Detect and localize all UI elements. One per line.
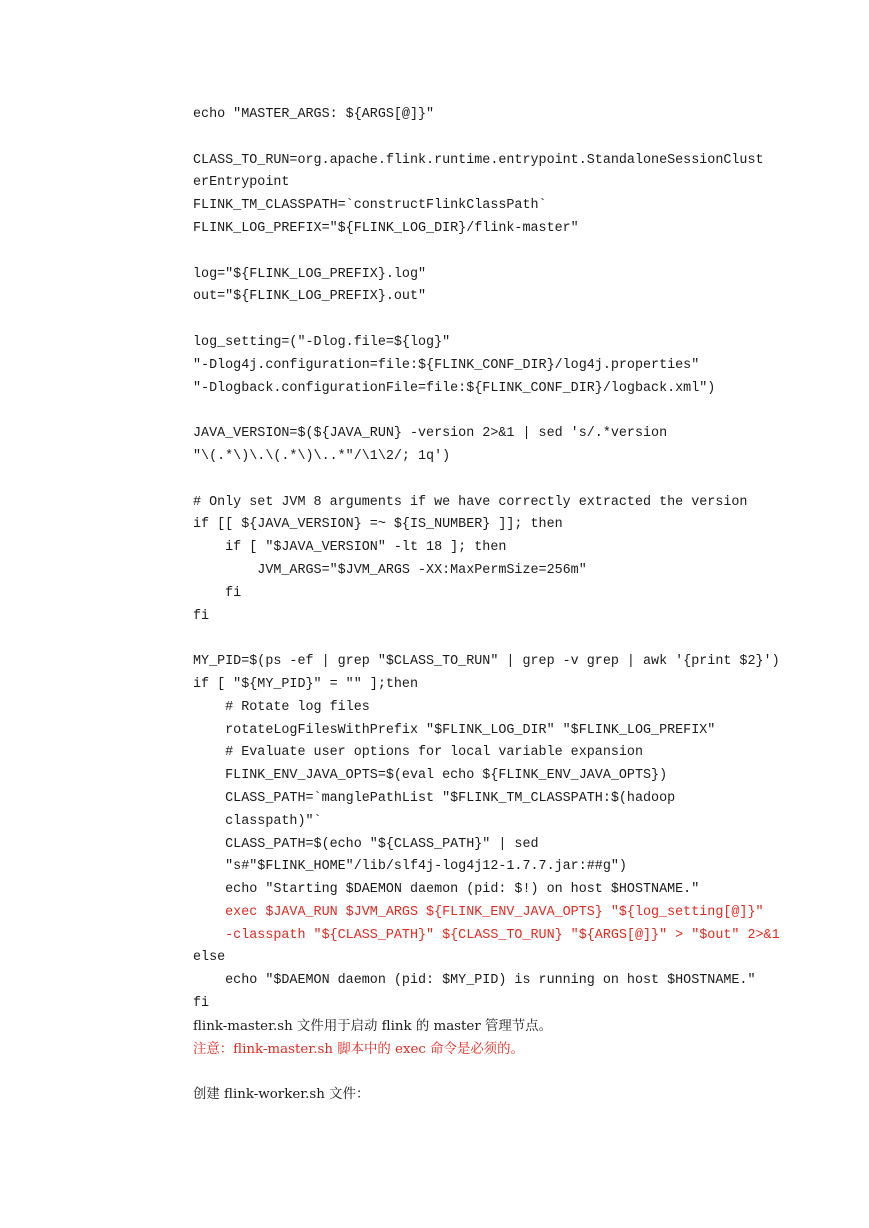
code-line: CLASS_PATH=$(echo "${CLASS_PATH}" | sed [193,836,539,852]
code-line: # Evaluate user options for local variable expansion [193,745,643,761]
code-line: out="${FLINK_LOG_PREFIX}.out" [193,289,427,305]
code-line: "\(.*\)\.\(.*\)\..*"/\1\2/; 1q') [193,448,451,464]
code-line: FLINK_ENV_JAVA_OPTS=$(eval echo ${FLINK_ENV_JAVA_OPTS}) [193,768,668,784]
code-line: "-Dlogback.configurationFile=file:${FLINK_CONF_DIR}/logback.xml") [193,380,716,396]
code-line: else [193,950,226,966]
code-line: if [[ ${JAVA_VERSION} =~ ${IS_NUMBER} ]]; then [193,517,563,533]
blank-line [193,309,753,332]
code-line-highlighted: exec $JAVA_RUN $JVM_ARGS ${FLINK_ENV_JAVA_OPTS} "${log_setting[@]}" [193,904,764,920]
code-line: echo "$DAEMON daemon (pid: $MY_PID) is running on host $HOSTNAME." [193,973,756,989]
blank-line [193,127,753,150]
code-line: FLINK_LOG_PREFIX="${FLINK_LOG_DIR}/flink-master" [193,220,579,236]
code-line-highlighted: -classpath "${CLASS_PATH}" ${CLASS_TO_RUN} "${ARGS[@]}" > "$out" 2>&1 [193,927,780,943]
paragraph-line: 创建 flink-worker.sh 文件： [193,1087,370,1103]
code-line: "s#"$FLINK_HOME"/lib/slf4j-log4j12-1.7.7.jar:##g") [193,859,627,875]
code-line: JVM_ARGS="$JVM_ARGS -XX:MaxPermSize=256m" [193,562,587,578]
code-line: MY_PID=$(ps -ef | grep "$CLASS_TO_RUN" | grep -v grep | awk '{print $2}') [193,654,780,670]
code-line: log_setting=("-Dlog.file=${log}" [193,334,451,350]
code-line: if [ "$JAVA_VERSION" -lt 18 ]; then [193,540,507,556]
code-line: fi [193,585,242,601]
code-line: # Only set JVM 8 arguments if we have correctly extracted the version [193,494,748,510]
code-line: log="${FLINK_LOG_PREFIX}.log" [193,266,427,282]
paragraph-line: flink-master.sh 文件用于启动 flink 的 master 管理节点。 [193,1018,552,1034]
code-line: if [ "${MY_PID}" = "" ];then [193,676,418,692]
blank-line [193,241,753,264]
code-line: echo "MASTER_ARGS: ${ARGS[@]}" [193,107,435,122]
blank-line [193,469,753,492]
code-line: # Rotate log files [193,699,370,715]
blank-line [193,628,753,651]
code-line: FLINK_TM_CLASSPATH=`constructFlinkClassPath` [193,198,547,214]
code-line: fi [193,608,210,624]
code-line: rotateLogFilesWithPrefix "$FLINK_LOG_DIR" "$FLINK_LOG_PREFIX" [193,722,716,738]
note-line: 注意：flink-master.sh 脚本中的 exec 命令是必须的。 [193,1041,524,1057]
code-line: "-Dlog4j.configuration=file:${FLINK_CONF_DIR}/log4j.properties" [193,357,700,373]
code-line: CLASS_TO_RUN=org.apache.flink.runtime.entrypoint.StandaloneSessionClust [193,152,764,168]
code-line: echo "Starting $DAEMON daemon (pid: $!) on host $HOSTNAME." [193,882,700,898]
code-line: classpath)"` [193,813,322,829]
blank-line [193,400,753,423]
code-line: CLASS_PATH=`manglePathList "$FLINK_TM_CLASSPATH:$(hadoop [193,790,676,806]
code-line: erEntrypoint [193,175,290,191]
code-line: JAVA_VERSION=$(${JAVA_RUN} -version 2>&1 | sed 's/.*version [193,426,668,442]
document-body [193,104,780,1107]
blank-line [193,1061,753,1084]
code-line: fi [193,996,210,1012]
